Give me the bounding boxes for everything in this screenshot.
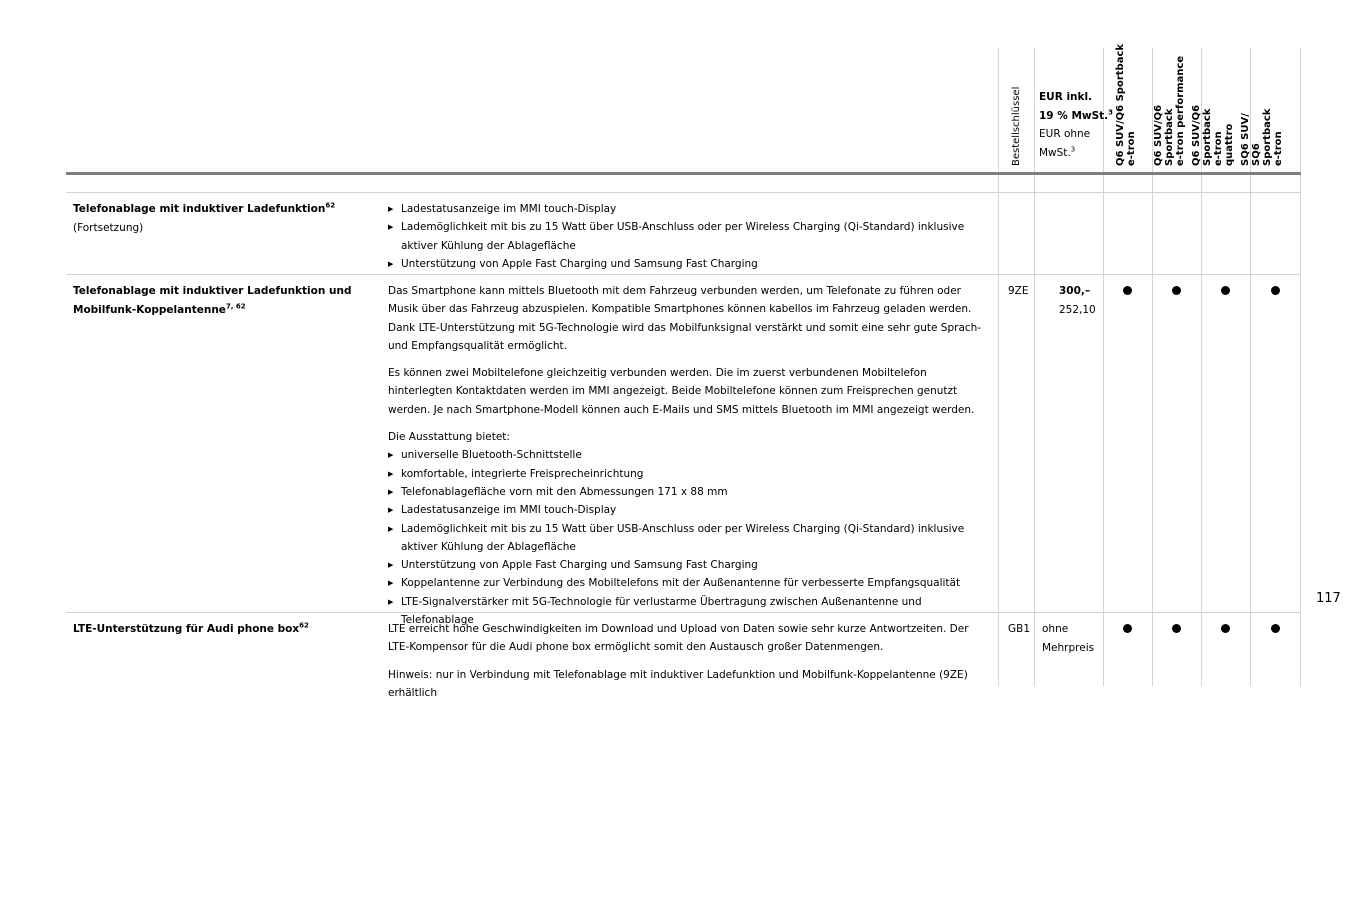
- row-description: [388, 200, 993, 273]
- row-title-text: Telefonablage mit induktiver Ladefunktion und Mobilfunk-Koppelantenne: [73, 285, 352, 316]
- availability-dot: [1221, 286, 1230, 295]
- list-item: ▶ Koppelantenne zur Verbindung des Mobiltelefons mit der Außenantenne für verbesserte Empfangsqualität: [388, 574, 993, 592]
- row-title-text: Telefonablage mit induktiver Ladefunktion: [73, 203, 326, 215]
- availability-dot: [1123, 286, 1132, 295]
- price-gross-label-2: 19 % MwSt.: [1039, 109, 1109, 122]
- paragraph: Die Ausstattung bietet:: [388, 431, 510, 444]
- price-net-label-2: MwSt.: [1039, 146, 1071, 159]
- list-item: ▶ komfortable, integrierte Freisprecheinrichtung: [388, 465, 993, 483]
- column-header-model-2: Q6 SUV/Q6 Sportback e-tron performance: [1153, 55, 1186, 166]
- list-item: ▶ Unterstützung von Apple Fast Charging und Samsung Fast Charging: [388, 255, 993, 273]
- table-header: [66, 43, 1301, 174]
- list-item: ▶ Lademöglichkeit mit bis zu 15 Watt über USB-Anschluss oder per Wireless Charging (Qi-Standard) inklusive aktiver Kühlung der Ablagefläche: [388, 520, 993, 557]
- column-header-code: Bestellschlüssel: [1011, 86, 1022, 166]
- footnote-ref: 3: [1108, 108, 1114, 116]
- column-header-model-1: Q6 SUV/Q6 Sportback e-tron: [1115, 43, 1137, 166]
- row-description: [388, 620, 993, 702]
- paragraph: Hinweis: nur in Verbindung mit Telefonablage mit induktiver Ladefunktion und Mobilfunk-Koppelantenne (9ZE) erhältlich: [388, 668, 968, 699]
- price-cell: [1059, 282, 1096, 319]
- list-item: ▶ Lademöglichkeit mit bis zu 15 Watt über USB-Anschluss oder per Wireless Charging (Qi-Standard) inklusive aktiver Kühlung der Ablagefläche: [388, 218, 993, 255]
- paragraph: Es können zwei Mobiltelefone gleichzeitig verbunden werden. Die im zuerst verbundenen Mobiltelefon hinterlegten Kontaktdaten werden im MMI angezeigt. Beide Mobiltelefone können zum Freisprechen genutzt werden. Je nach Smartphone-Modell können auch E-Mails und SMS mittels Bluetooth im MMI angezeigt werden.: [388, 367, 975, 416]
- list-item: ▶ universelle Bluetooth-Schnittstelle: [388, 446, 993, 464]
- list-item: ▶ Ladestatusanzeige im MMI touch-Display: [388, 200, 993, 218]
- footnote-ref: 62: [325, 201, 336, 210]
- column-header-price: [1039, 88, 1113, 162]
- row-title-suffix: (Fortsetzung): [73, 221, 144, 234]
- row-title: [73, 282, 378, 319]
- row-description: [388, 282, 993, 629]
- table-row: [66, 274, 1301, 627]
- price-net: 252,10: [1059, 303, 1096, 316]
- table-row: [66, 612, 1301, 699]
- availability-dot: [1221, 624, 1230, 633]
- price-table: [66, 43, 1301, 699]
- paragraph: LTE erreicht hohe Geschwindigkeiten im Download und Upload von Daten sowie sehr kurze Antwortzeiten. Der LTE-Kompensor für die Audi phone box ermöglicht somit den Austausch großer Datenmengen.: [388, 623, 969, 654]
- row-title: [73, 200, 378, 237]
- row-title-text: LTE-Unterstützung für Audi phone box: [73, 623, 300, 635]
- availability-dot: [1271, 286, 1280, 295]
- price-gross-label-1: EUR inkl.: [1039, 91, 1093, 103]
- page-number: 117: [1316, 591, 1341, 606]
- availability-dot: [1271, 624, 1280, 633]
- row-title: [73, 620, 378, 639]
- list-item: ▶ LTE-Signalverstärker mit 5G-Technologie für verlustarme Übertragung zwischen Außenantenne und Telefonablage: [388, 593, 993, 630]
- price-gross: 300,–: [1059, 285, 1091, 297]
- footnote-ref: 3: [1070, 145, 1076, 153]
- price-text: ohne: [1042, 623, 1069, 635]
- table-row: [66, 192, 1301, 274]
- footnote-ref: 7, 62: [225, 302, 246, 310]
- column-header-model-3: Q6 SUV/Q6 Sportback e-tron quattro: [1191, 104, 1235, 166]
- list-item: ▶ Ladestatusanzeige im MMI touch-Display: [388, 501, 993, 519]
- price-net-label-1: EUR ohne: [1039, 128, 1091, 140]
- price-cell: [1042, 620, 1094, 657]
- list-item: ▶ Telefonablagefläche vorn mit den Abmessungen 171 x 88 mm: [388, 483, 993, 501]
- footnote-ref: 62: [299, 621, 309, 630]
- availability-dot: [1172, 624, 1181, 633]
- price-text: Mehrpreis: [1042, 641, 1095, 654]
- list-item: ▶ Unterstützung von Apple Fast Charging und Samsung Fast Charging: [388, 556, 993, 574]
- order-code: GB1: [1008, 623, 1031, 635]
- availability-dot: [1123, 624, 1132, 633]
- order-code: 9ZE: [1008, 285, 1029, 297]
- paragraph: Das Smartphone kann mittels Bluetooth mit dem Fahrzeug verbunden werden, um Telefonate zu führen oder Musik über das Fahrzeug abzuspielen. Kompatible Smartphones können kabellos im Fahrzeug geladen werden. Dank LTE-Unterstützung mit 5G-Technologie wird das Mobilfunksignal verstärkt und somit eine sehr gute Sprach- und Empfangsqualität ermöglicht.: [388, 285, 982, 352]
- column-header-model-4: SQ6 SUV/ SQ6 Sportback e-tron: [1240, 108, 1284, 166]
- availability-dot: [1172, 286, 1181, 295]
- header-rule: [66, 172, 1301, 175]
